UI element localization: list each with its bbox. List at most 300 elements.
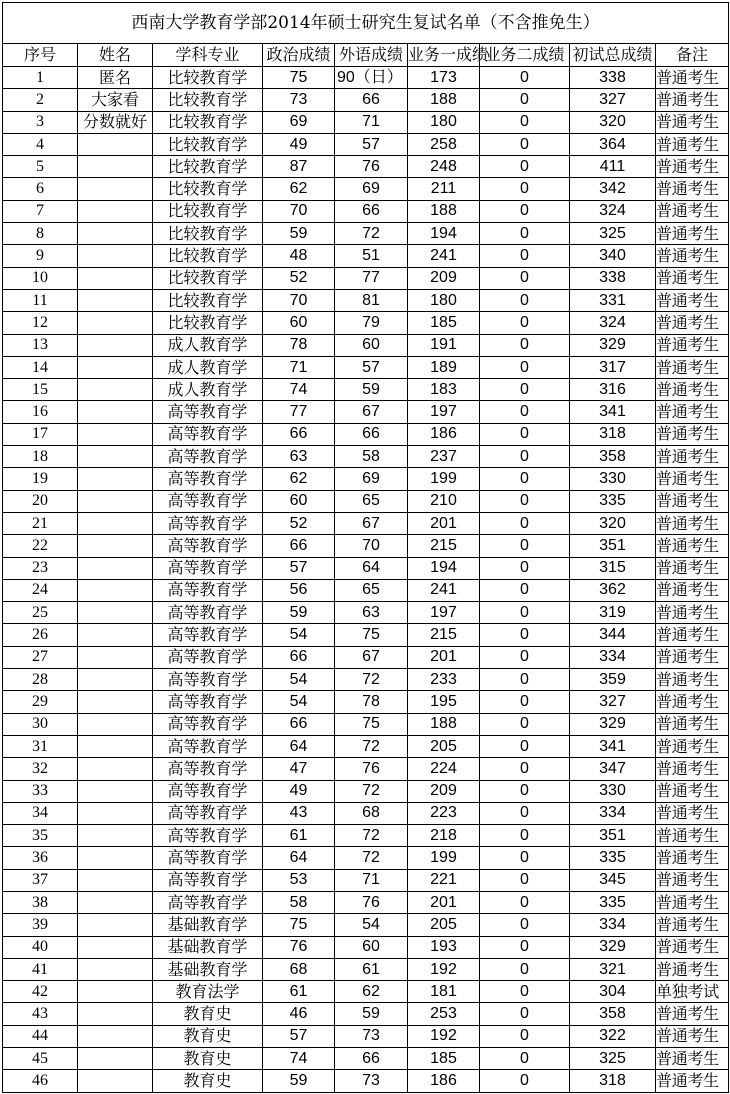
- cell-politics: 76: [263, 936, 335, 958]
- cell-subject-one: 241: [408, 245, 480, 267]
- cell-subject-two: 0: [480, 245, 570, 267]
- cell-subject-two: 0: [480, 624, 570, 646]
- cell-total: 341: [570, 735, 656, 757]
- table-row: [3, 825, 729, 847]
- table-row: [3, 713, 729, 735]
- table-row: [3, 557, 729, 579]
- cell-name: [78, 156, 153, 178]
- table-row: [3, 535, 729, 557]
- table-row: [3, 289, 729, 311]
- cell-seq: 12: [3, 312, 78, 334]
- cell-major: 基础教育学: [153, 958, 263, 980]
- cell-subject-two: 0: [480, 1070, 570, 1092]
- cell-subject-one: 223: [408, 802, 480, 824]
- cell-name: [78, 981, 153, 1003]
- cell-subject-two: 0: [480, 847, 570, 869]
- cell-politics: 61: [263, 825, 335, 847]
- cell-subject-two: 0: [480, 557, 570, 579]
- cell-major: 教育史: [153, 1025, 263, 1047]
- cell-politics: 48: [263, 245, 335, 267]
- cell-politics: 87: [263, 156, 335, 178]
- cell-foreign-language: 72: [335, 847, 408, 869]
- table-row: [3, 156, 729, 178]
- cell-subject-one: 185: [408, 312, 480, 334]
- cell-politics: 68: [263, 958, 335, 980]
- cell-note: 普通考生: [656, 446, 729, 468]
- header-subject-two: 业务二成绩: [480, 44, 570, 67]
- cell-politics: 53: [263, 869, 335, 891]
- cell-note: 普通考生: [656, 379, 729, 401]
- table-row: [3, 1070, 729, 1092]
- cell-foreign-language: 70: [335, 535, 408, 557]
- cell-major: 比较教育学: [153, 156, 263, 178]
- cell-note: 普通考生: [656, 535, 729, 557]
- header-row: [3, 44, 729, 67]
- cell-note: 普通考生: [656, 713, 729, 735]
- cell-seq: 37: [3, 869, 78, 891]
- cell-politics: 54: [263, 669, 335, 691]
- cell-subject-two: 0: [480, 446, 570, 468]
- cell-total: 324: [570, 312, 656, 334]
- cell-note: 普通考生: [656, 289, 729, 311]
- cell-major: 教育史: [153, 1048, 263, 1070]
- cell-major: 高等教育学: [153, 401, 263, 423]
- cell-subject-two: 0: [480, 178, 570, 200]
- cell-total: 304: [570, 981, 656, 1003]
- table-row: [3, 914, 729, 936]
- cell-note: 普通考生: [656, 758, 729, 780]
- table-row: [3, 490, 729, 512]
- cell-politics: 54: [263, 691, 335, 713]
- cell-seq: 40: [3, 936, 78, 958]
- table-row: [3, 602, 729, 624]
- cell-total: 324: [570, 200, 656, 222]
- cell-foreign-language: 62: [335, 981, 408, 1003]
- cell-name: 匿名: [78, 67, 153, 89]
- cell-name: [78, 423, 153, 445]
- cell-total: 321: [570, 958, 656, 980]
- cell-total: 320: [570, 512, 656, 534]
- table-row: [3, 1048, 729, 1070]
- cell-foreign-language: 81: [335, 289, 408, 311]
- cell-major: 比较教育学: [153, 67, 263, 89]
- table-row: [3, 802, 729, 824]
- cell-name: [78, 958, 153, 980]
- cell-foreign-language: 57: [335, 356, 408, 378]
- cell-subject-one: 253: [408, 1003, 480, 1025]
- cell-foreign-language: 65: [335, 579, 408, 601]
- cell-politics: 78: [263, 334, 335, 356]
- cell-note: 普通考生: [656, 223, 729, 245]
- cell-total: 327: [570, 89, 656, 111]
- cell-subject-one: 205: [408, 735, 480, 757]
- cell-subject-two: 0: [480, 468, 570, 490]
- cell-name: [78, 401, 153, 423]
- cell-major: 成人教育学: [153, 379, 263, 401]
- cell-note: 普通考生: [656, 691, 729, 713]
- cell-foreign-language: 66: [335, 89, 408, 111]
- cell-name: [78, 691, 153, 713]
- cell-name: [78, 1025, 153, 1047]
- cell-total: 359: [570, 669, 656, 691]
- cell-major: 比较教育学: [153, 312, 263, 334]
- cell-subject-one: 199: [408, 468, 480, 490]
- cell-subject-one: 180: [408, 289, 480, 311]
- cell-subject-one: 180: [408, 111, 480, 133]
- cell-name: [78, 1003, 153, 1025]
- cell-total: 329: [570, 936, 656, 958]
- cell-note: 普通考生: [656, 646, 729, 668]
- cell-major: 基础教育学: [153, 936, 263, 958]
- cell-major: 高等教育学: [153, 624, 263, 646]
- cell-major: 成人教育学: [153, 334, 263, 356]
- table-row: [3, 780, 729, 802]
- cell-subject-one: 215: [408, 535, 480, 557]
- cell-major: 教育史: [153, 1070, 263, 1092]
- cell-total: 342: [570, 178, 656, 200]
- cell-note: 普通考生: [656, 1070, 729, 1092]
- cell-note: 普通考生: [656, 825, 729, 847]
- cell-total: 315: [570, 557, 656, 579]
- cell-subject-two: 0: [480, 379, 570, 401]
- cell-politics: 60: [263, 490, 335, 512]
- cell-total: 344: [570, 624, 656, 646]
- cell-seq: 45: [3, 1048, 78, 1070]
- cell-seq: 24: [3, 579, 78, 601]
- cell-subject-two: 0: [480, 646, 570, 668]
- cell-total: 327: [570, 691, 656, 713]
- cell-subject-one: 209: [408, 267, 480, 289]
- cell-name: [78, 267, 153, 289]
- cell-subject-one: 210: [408, 490, 480, 512]
- cell-name: [78, 802, 153, 824]
- cell-seq: 27: [3, 646, 78, 668]
- cell-name: [78, 535, 153, 557]
- cell-seq: 16: [3, 401, 78, 423]
- cell-major: 高等教育学: [153, 869, 263, 891]
- cell-subject-two: 0: [480, 356, 570, 378]
- cell-note: 普通考生: [656, 914, 729, 936]
- cell-name: [78, 847, 153, 869]
- cell-subject-one: 194: [408, 223, 480, 245]
- cell-subject-one: 183: [408, 379, 480, 401]
- cell-name: [78, 780, 153, 802]
- cell-total: 358: [570, 1003, 656, 1025]
- cell-note: 普通考生: [656, 1048, 729, 1070]
- table-row: [3, 758, 729, 780]
- cell-major: 高等教育学: [153, 758, 263, 780]
- cell-subject-two: 0: [480, 958, 570, 980]
- cell-subject-one: 258: [408, 133, 480, 155]
- cell-name: [78, 133, 153, 155]
- cell-seq: 32: [3, 758, 78, 780]
- cell-politics: 64: [263, 847, 335, 869]
- cell-foreign-language: 76: [335, 156, 408, 178]
- cell-subject-two: 0: [480, 869, 570, 891]
- cell-subject-one: 199: [408, 847, 480, 869]
- header-politics: 政治成绩: [263, 44, 335, 67]
- cell-subject-two: 0: [480, 936, 570, 958]
- cell-politics: 52: [263, 512, 335, 534]
- cell-foreign-language: 71: [335, 869, 408, 891]
- cell-politics: 77: [263, 401, 335, 423]
- cell-foreign-language: 76: [335, 891, 408, 913]
- table-row: [3, 446, 729, 468]
- cell-major: 高等教育学: [153, 891, 263, 913]
- cell-note: 普通考生: [656, 802, 729, 824]
- cell-subject-one: 192: [408, 958, 480, 980]
- cell-subject-two: 0: [480, 802, 570, 824]
- cell-subject-one: 233: [408, 669, 480, 691]
- cell-seq: 28: [3, 669, 78, 691]
- header-seq: 序号: [3, 44, 78, 67]
- table-row: [3, 133, 729, 155]
- cell-note: 普通考生: [656, 958, 729, 980]
- cell-seq: 2: [3, 89, 78, 111]
- cell-note: 普通考生: [656, 602, 729, 624]
- cell-name: [78, 490, 153, 512]
- cell-subject-one: 186: [408, 423, 480, 445]
- cell-total: 351: [570, 825, 656, 847]
- cell-politics: 62: [263, 468, 335, 490]
- cell-major: 高等教育学: [153, 802, 263, 824]
- cell-total: 329: [570, 334, 656, 356]
- cell-name: [78, 579, 153, 601]
- cell-subject-two: 0: [480, 669, 570, 691]
- cell-total: 319: [570, 602, 656, 624]
- table-row: [3, 178, 729, 200]
- cell-major: 比较教育学: [153, 89, 263, 111]
- cell-foreign-language: 51: [335, 245, 408, 267]
- cell-subject-one: 218: [408, 825, 480, 847]
- cell-total: 318: [570, 423, 656, 445]
- table-row: [3, 624, 729, 646]
- cell-name: 大家看: [78, 89, 153, 111]
- cell-subject-one: 248: [408, 156, 480, 178]
- cell-name: [78, 1048, 153, 1070]
- cell-note: 普通考生: [656, 847, 729, 869]
- table-row: [3, 245, 729, 267]
- cell-name: [78, 825, 153, 847]
- cell-note: 普通考生: [656, 735, 729, 757]
- cell-subject-one: 191: [408, 334, 480, 356]
- cell-total: 325: [570, 1048, 656, 1070]
- cell-foreign-language: 66: [335, 1048, 408, 1070]
- cell-major: 高等教育学: [153, 535, 263, 557]
- table-row: [3, 223, 729, 245]
- cell-foreign-language: 72: [335, 825, 408, 847]
- cell-subject-two: 0: [480, 758, 570, 780]
- cell-politics: 66: [263, 535, 335, 557]
- cell-subject-one: 188: [408, 200, 480, 222]
- cell-major: 高等教育学: [153, 490, 263, 512]
- cell-name: [78, 312, 153, 334]
- cell-seq: 38: [3, 891, 78, 913]
- cell-note: 普通考生: [656, 111, 729, 133]
- cell-name: [78, 356, 153, 378]
- cell-foreign-language: 54: [335, 914, 408, 936]
- cell-politics: 70: [263, 200, 335, 222]
- cell-seq: 9: [3, 245, 78, 267]
- cell-total: 317: [570, 356, 656, 378]
- cell-subject-one: 173: [408, 67, 480, 89]
- cell-seq: 4: [3, 133, 78, 155]
- cell-total: 338: [570, 67, 656, 89]
- table-row: [3, 691, 729, 713]
- cell-politics: 70: [263, 289, 335, 311]
- table-row: [3, 111, 729, 133]
- cell-major: 高等教育学: [153, 557, 263, 579]
- cell-note: 普通考生: [656, 624, 729, 646]
- cell-seq: 22: [3, 535, 78, 557]
- table-row: [3, 669, 729, 691]
- cell-major: 基础教育学: [153, 914, 263, 936]
- header-foreign-language: 外语成绩: [335, 44, 408, 67]
- cell-subject-one: 188: [408, 713, 480, 735]
- cell-foreign-language: 59: [335, 1003, 408, 1025]
- table-row: [3, 468, 729, 490]
- cell-name: [78, 289, 153, 311]
- cell-subject-one: 215: [408, 624, 480, 646]
- cell-foreign-language: 65: [335, 490, 408, 512]
- cell-politics: 43: [263, 802, 335, 824]
- cell-foreign-language: 72: [335, 735, 408, 757]
- cell-name: [78, 178, 153, 200]
- cell-note: 普通考生: [656, 423, 729, 445]
- cell-politics: 60: [263, 312, 335, 334]
- cell-politics: 64: [263, 735, 335, 757]
- cell-politics: 75: [263, 914, 335, 936]
- cell-seq: 25: [3, 602, 78, 624]
- cell-major: 高等教育学: [153, 579, 263, 601]
- cell-foreign-language: 63: [335, 602, 408, 624]
- cell-politics: 74: [263, 1048, 335, 1070]
- cell-total: 362: [570, 579, 656, 601]
- cell-major: 高等教育学: [153, 446, 263, 468]
- cell-seq: 1: [3, 67, 78, 89]
- cell-subject-two: 0: [480, 713, 570, 735]
- cell-subject-two: 0: [480, 267, 570, 289]
- cell-subject-two: 0: [480, 579, 570, 601]
- title-row: [3, 3, 729, 44]
- cell-seq: 46: [3, 1070, 78, 1092]
- cell-major: 比较教育学: [153, 200, 263, 222]
- cell-subject-one: 205: [408, 914, 480, 936]
- cell-politics: 63: [263, 446, 335, 468]
- cell-subject-two: 0: [480, 780, 570, 802]
- cell-seq: 35: [3, 825, 78, 847]
- cell-name: [78, 646, 153, 668]
- cell-note: 普通考生: [656, 133, 729, 155]
- cell-foreign-language: 68: [335, 802, 408, 824]
- cell-total: 411: [570, 156, 656, 178]
- cell-subject-one: 209: [408, 780, 480, 802]
- cell-politics: 54: [263, 624, 335, 646]
- cell-note: 普通考生: [656, 936, 729, 958]
- table-row: [3, 200, 729, 222]
- cell-foreign-language: 67: [335, 512, 408, 534]
- cell-subject-two: 0: [480, 1025, 570, 1047]
- header-major: 学科专业: [153, 44, 263, 67]
- cell-total: 330: [570, 780, 656, 802]
- cell-name: [78, 869, 153, 891]
- cell-note: 普通考生: [656, 156, 729, 178]
- cell-name: [78, 245, 153, 267]
- cell-major: 比较教育学: [153, 245, 263, 267]
- cell-name: [78, 223, 153, 245]
- cell-seq: 15: [3, 379, 78, 401]
- cell-total: 320: [570, 111, 656, 133]
- cell-total: 347: [570, 758, 656, 780]
- cell-subject-one: 192: [408, 1025, 480, 1047]
- cell-major: 高等教育学: [153, 602, 263, 624]
- cell-seq: 13: [3, 334, 78, 356]
- cell-subject-one: 221: [408, 869, 480, 891]
- cell-politics: 66: [263, 713, 335, 735]
- cell-name: [78, 713, 153, 735]
- cell-subject-two: 0: [480, 67, 570, 89]
- cell-foreign-language: 69: [335, 178, 408, 200]
- header-subject-one: 业务一成绩: [408, 44, 480, 67]
- cell-major: 比较教育学: [153, 178, 263, 200]
- cell-subject-two: 0: [480, 111, 570, 133]
- cell-major: 高等教育学: [153, 669, 263, 691]
- cell-politics: 52: [263, 267, 335, 289]
- cell-note: 普通考生: [656, 1025, 729, 1047]
- cell-politics: 57: [263, 557, 335, 579]
- cell-name: [78, 379, 153, 401]
- cell-seq: 43: [3, 1003, 78, 1025]
- cell-subject-one: 211: [408, 178, 480, 200]
- cell-seq: 3: [3, 111, 78, 133]
- cell-foreign-language: 73: [335, 1025, 408, 1047]
- cell-note: 单独考试: [656, 981, 729, 1003]
- cell-note: 普通考生: [656, 178, 729, 200]
- cell-total: 338: [570, 267, 656, 289]
- table-row: [3, 847, 729, 869]
- cell-seq: 18: [3, 446, 78, 468]
- cell-total: 335: [570, 891, 656, 913]
- cell-note: 普通考生: [656, 401, 729, 423]
- cell-seq: 7: [3, 200, 78, 222]
- cell-major: 比较教育学: [153, 223, 263, 245]
- cell-subject-two: 0: [480, 512, 570, 534]
- cell-foreign-language: 76: [335, 758, 408, 780]
- cell-note: 普通考生: [656, 1003, 729, 1025]
- cell-total: 329: [570, 713, 656, 735]
- table-row: [3, 958, 729, 980]
- cell-major: 高等教育学: [153, 691, 263, 713]
- cell-major: 高等教育学: [153, 646, 263, 668]
- cell-subject-two: 0: [480, 1003, 570, 1025]
- cell-major: 教育法学: [153, 981, 263, 1003]
- cell-note: 普通考生: [656, 869, 729, 891]
- cell-subject-two: 0: [480, 490, 570, 512]
- cell-subject-two: 0: [480, 89, 570, 111]
- table-row: [3, 356, 729, 378]
- cell-subject-two: 0: [480, 602, 570, 624]
- cell-subject-two: 0: [480, 401, 570, 423]
- cell-major: 高等教育学: [153, 423, 263, 445]
- cell-subject-two: 0: [480, 691, 570, 713]
- cell-politics: 58: [263, 891, 335, 913]
- cell-foreign-language: 79: [335, 312, 408, 334]
- cell-note: 普通考生: [656, 557, 729, 579]
- cell-seq: 14: [3, 356, 78, 378]
- cell-foreign-language: 73: [335, 1070, 408, 1092]
- cell-note: 普通考生: [656, 245, 729, 267]
- cell-note: 普通考生: [656, 200, 729, 222]
